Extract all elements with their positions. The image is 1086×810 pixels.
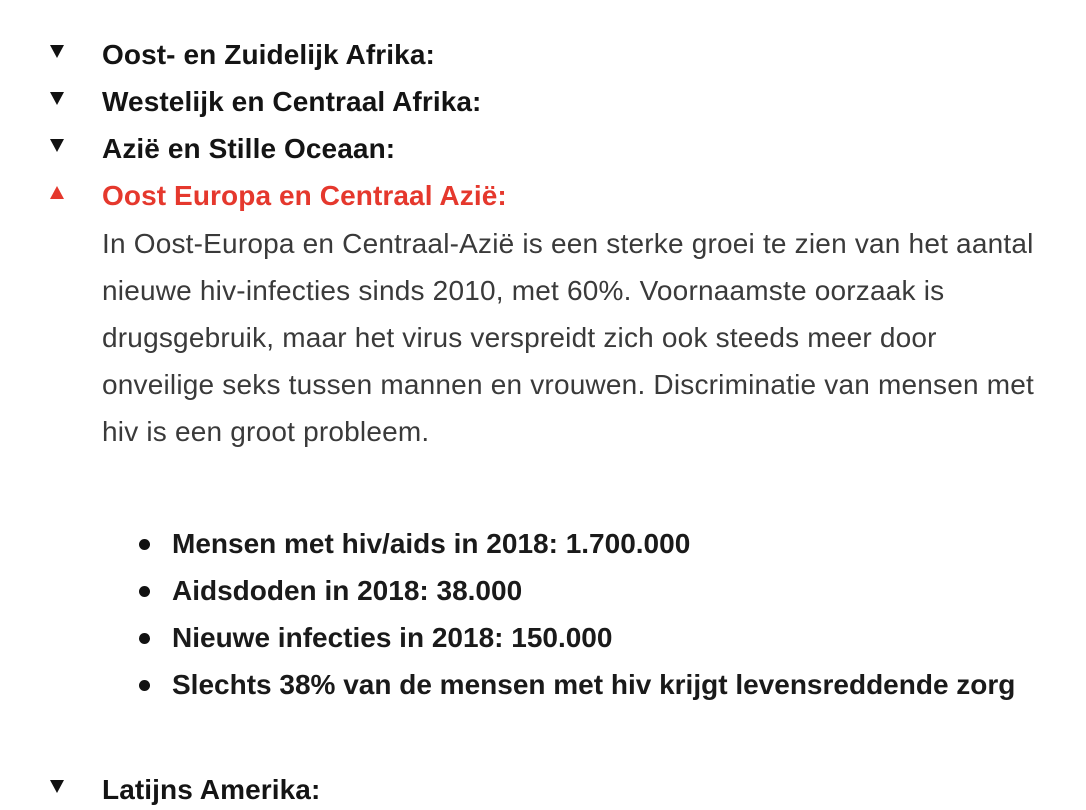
stat-text: Nieuwe infecties in 2018: 150.000 (172, 622, 613, 653)
triangle-down-icon (50, 139, 64, 152)
bullet-icon (139, 680, 150, 691)
accordion-header-oost-zuidelijk-afrika[interactable] (0, 35, 1040, 75)
accordion-header-westelijk-centraal-afrika[interactable] (0, 82, 1040, 122)
accordion-title: Oost- en Zuidelijk Afrika: (102, 39, 435, 70)
accordion-title: Oost Europa en Centraal Azië: (102, 180, 507, 211)
accordion-header-azie-stille-oceaan[interactable] (0, 129, 1040, 169)
triangle-down-icon (50, 92, 64, 105)
accordion-header-oost-europa-centraal-azie[interactable] (0, 176, 1040, 216)
accordion-title: Azië en Stille Oceaan: (102, 133, 396, 164)
list-item (138, 614, 1058, 661)
list-item (138, 520, 1058, 567)
stat-text: Aidsdoden in 2018: 38.000 (172, 575, 523, 606)
stats-list (138, 520, 1058, 708)
stat-text: Mensen met hiv/aids in 2018: 1.700.000 (172, 528, 691, 559)
accordion-title: Latijns Amerika: (102, 774, 321, 805)
accordion-body-paragraph: In Oost-Europa en Centraal-Azië is een sterke groei te zien van het aantal nieuwe hiv-infecties sinds 2010, met 60%. Voornaamste oorzaak is drugsgebruik, maar het virus verspreidt zich ook steeds meer door onveilige seks tussen mannen en vrouwen. Discriminatie van mensen met hiv is een groot probleem. (102, 228, 1035, 447)
triangle-down-icon (50, 45, 64, 58)
list-item (138, 567, 1058, 614)
accordion-title: Westelijk en Centraal Afrika: (102, 86, 482, 117)
list-item (138, 661, 1058, 708)
bullet-icon (139, 633, 150, 644)
triangle-up-icon (50, 186, 64, 199)
triangle-down-icon (50, 780, 64, 793)
bullet-icon (139, 539, 150, 550)
bullet-icon (139, 586, 150, 597)
accordion-header-latijns-amerika[interactable] (0, 770, 1040, 810)
stat-text: Slechts 38% van de mensen met hiv krijgt levensreddende zorg (172, 669, 1016, 700)
